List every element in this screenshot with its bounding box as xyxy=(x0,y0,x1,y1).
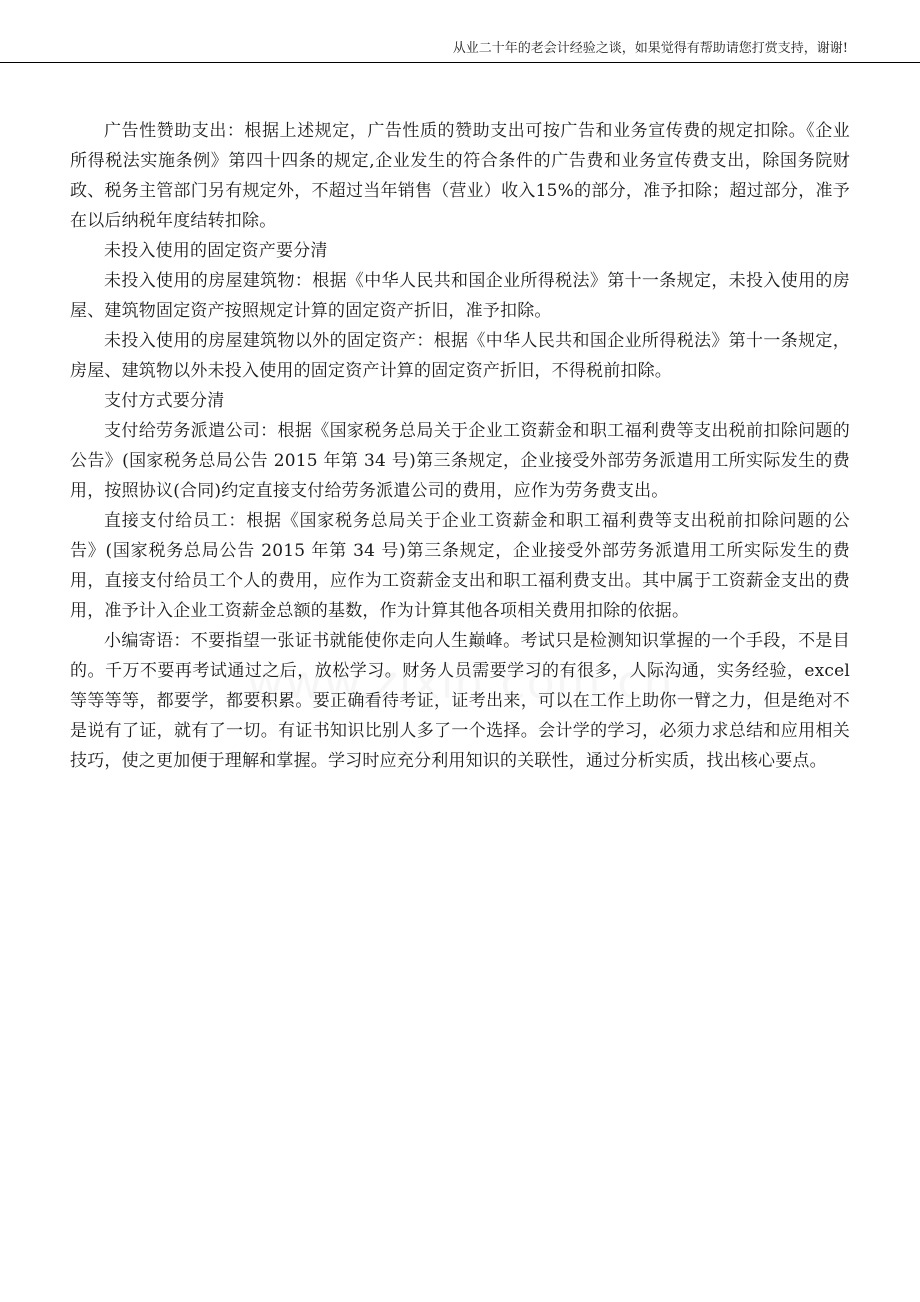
paragraph-unused-buildings: 未投入使用的房屋建筑物：根据《中华人民共和国企业所得税法》第十一条规定，未投入使用的房屋、建筑物固定资产按照规定计算的固定资产折旧，准予扣除。 xyxy=(70,271,850,321)
paragraph-pay-employees-directly: 直接支付给员工：根据《国家税务总局关于企业工资薪金和职工福利费等支出税前扣除问题的公告》(国家税务总局公告 2015 年第 34 号)第三条规定，企业接受外部劳务派遣用工所实际发生的费用，直接支付给员工个人的费用，应作为工资薪金支出和职工福利费支出。其中属于工资薪金支出的费用，准予计入企业工资薪金总额的基数，作为计算其他各项相关费用扣除的依据。 xyxy=(70,511,850,621)
section-heading-unused-fixed-assets: 未投入使用的固定资产要分清 xyxy=(104,241,328,261)
paragraph-advertising-sponsorship: 广告性赞助支出：根据上述规定，广告性质的赞助支出可按广告和业务宣传费的规定扣除。《企业所得税法实施条例》第四十四条的规定,企业发生的符合条件的广告费和业务宣传费支出，除国务院财政、税务主管部门另有规定外，不超过当年销售（营业）收入15%的部分，准予扣除；超过部分，准予在以后纳税年度结转扣除。 xyxy=(70,121,850,231)
paragraph-pay-dispatch-company: 支付给劳务派遣公司：根据《国家税务总局关于企业工资薪金和职工福利费等支出税前扣除问题的公告》(国家税务总局公告 2015 年第 34 号)第三条规定，企业接受外部劳务派遣用工所实际发生的费用，按照协议(合同)约定直接支付给劳务派遣公司的费用，应作为劳务费支出。 xyxy=(70,421,850,501)
paragraph-editor-note: 小编寄语：不要指望一张证书就能使你走向人生巅峰。考试只是检测知识掌握的一个手段，不是目的。千万不要再考试通过之后，放松学习。财务人员需要学习的有很多，人际沟通，实务经验，excel 等等等等，都要学，都要积累。要正确看待考证，证考出来，可以在工作上助你一臂之力，但是绝对不是说有了证，就有了一切。有证书知识比别人多了一个选择。会计学的学习，必须力求总结和应用相关技巧，使之更加便于理解和掌握。学习时应充分利用知识的关联性，通过分析实质，找出核心要点。 xyxy=(70,631,850,771)
section-heading-payment-method: 支付方式要分清 xyxy=(104,391,225,411)
header-divider xyxy=(0,62,920,63)
paragraph-unused-non-building-assets: 未投入使用的房屋建筑物以外的固定资产：根据《中华人民共和国企业所得税法》第十一条规定，房屋、建筑物以外未投入使用的固定资产计算的固定资产折旧，不得税前扣除。 xyxy=(70,331,850,381)
header-slogan: 从业二十年的老会计经验之谈，如果觉得有帮助请您打赏支持，谢谢! xyxy=(452,41,848,56)
document-body xyxy=(70,116,850,776)
